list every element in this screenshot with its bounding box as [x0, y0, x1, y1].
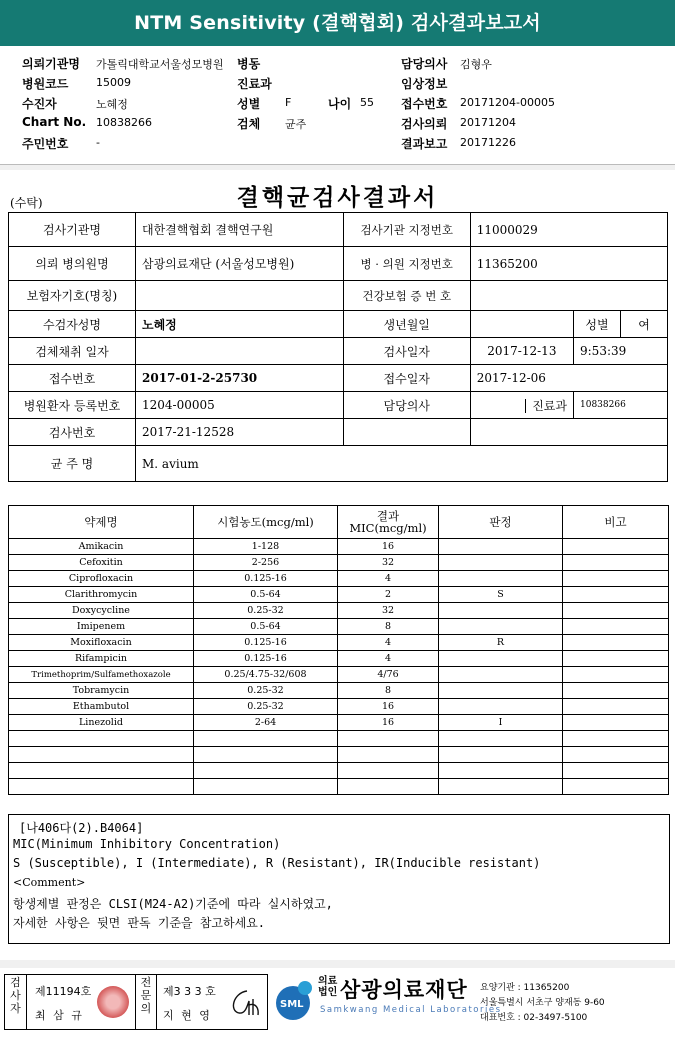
- ward-label: 병동: [237, 57, 261, 71]
- test-time-value: 9:53:39: [574, 338, 668, 365]
- drug-sensitivity-table: [8, 505, 669, 795]
- drug-cell-mic: [338, 763, 439, 779]
- org-address: 서울특별시 서초구 양재동 9-60: [480, 998, 605, 1008]
- drug-cell-note: [563, 715, 669, 731]
- consignment-label: (수탁): [10, 196, 43, 210]
- result-sheet: [0, 170, 675, 960]
- drug-row: [9, 683, 669, 699]
- sex-label: 성별: [237, 97, 261, 111]
- drug-cell-range: [194, 763, 338, 779]
- drug-cell-mic: [338, 731, 439, 747]
- receipt-no-label: 접수번호: [401, 97, 448, 111]
- drug-row: [9, 667, 669, 683]
- sheet-heading: [0, 176, 675, 210]
- drug-cell-drug: Ethambutol: [9, 699, 194, 715]
- comment-line-legend: S (Susceptible), I (Intermediate), R (Resistant), IR(Inducible resistant): [13, 856, 541, 870]
- drug-cell-note: [563, 571, 669, 587]
- drug-cell-drug: [9, 747, 194, 763]
- patient-info-table: [8, 212, 668, 482]
- chart-no-label: Chart No.: [22, 115, 87, 129]
- drug-cell-mic: 4: [338, 635, 439, 651]
- comment-line-mic: MIC(Minimum Inhibitory Concentration): [13, 837, 281, 851]
- receipt-no-value-2: 2017-01-2-25730: [136, 365, 344, 392]
- institution-value: 가톨릭대학교서울성모병원: [96, 58, 224, 71]
- specialist-license: 제3 3 3 호: [163, 985, 216, 998]
- drug-cell-note: [563, 731, 669, 747]
- drug-cell-range: 0.5-64: [194, 587, 338, 603]
- drug-cell-range: 0.5-64: [194, 619, 338, 635]
- lab-name-label: 검사기관명: [9, 213, 136, 247]
- drug-row: [9, 603, 669, 619]
- svg-text:SML: SML: [280, 999, 304, 1010]
- drug-cell-mic: [338, 779, 439, 795]
- drug-cell-interp: [439, 539, 563, 555]
- drug-cell-note: [563, 587, 669, 603]
- drug-cell-range: 0.125-16: [194, 635, 338, 651]
- drug-cell-mic: 8: [338, 619, 439, 635]
- drug-cell-mic: 16: [338, 715, 439, 731]
- drug-cell-range: 0.125-16: [194, 651, 338, 667]
- header-interpretation: 판정: [439, 506, 563, 539]
- drug-cell-drug: Amikacin: [9, 539, 194, 555]
- drug-row: [9, 571, 669, 587]
- drug-cell-range: [194, 747, 338, 763]
- rrn-label: 주민번호: [22, 137, 69, 151]
- drug-cell-drug: Clarithromycin: [9, 587, 194, 603]
- drug-row: [9, 699, 669, 715]
- insurer-label: 보험자기호(명칭): [9, 281, 136, 311]
- drug-cell-note: [563, 763, 669, 779]
- drug-cell-mic: 32: [338, 555, 439, 571]
- dept-value-2: 10838266: [574, 392, 668, 419]
- drug-cell-interp: [439, 747, 563, 763]
- drug-row: [9, 555, 669, 571]
- drug-cell-note: [563, 683, 669, 699]
- drug-cell-mic: 8: [338, 683, 439, 699]
- hospital-code-value: 15009: [96, 76, 131, 89]
- drug-cell-mic: [338, 747, 439, 763]
- lab-id-label: 검사기관 지정번호: [343, 213, 470, 247]
- comment-line-reference: 자세한 사항은 뒷면 판독 기준을 참고하세요.: [13, 916, 266, 930]
- comment-heading: <Comment>: [13, 876, 86, 889]
- report-footer: [0, 968, 675, 1040]
- specimen-value: 균주: [285, 118, 307, 131]
- drug-cell-interp: [439, 651, 563, 667]
- drug-row: [9, 779, 669, 795]
- drug-cell-drug: Tobramycin: [9, 683, 194, 699]
- doctor-value: 김형우: [460, 58, 492, 71]
- drug-cell-range: [194, 731, 338, 747]
- drug-cell-mic: 2: [338, 587, 439, 603]
- birth-date-label: 생년월일: [343, 311, 470, 338]
- doctor-label: 담당의사: [401, 57, 448, 71]
- drug-cell-mic: 32: [338, 603, 439, 619]
- drug-cell-note: [563, 619, 669, 635]
- report-date-value: 20171226: [460, 136, 516, 149]
- drug-cell-drug: Ciprofloxacin: [9, 571, 194, 587]
- drug-cell-interp: [439, 571, 563, 587]
- lab-name-value: 대한결핵협회 결핵연구원: [136, 213, 344, 247]
- drug-row: [9, 539, 669, 555]
- age-label: 나이: [328, 97, 352, 111]
- comment-code: [나406다(2).B4064]: [19, 821, 144, 835]
- specialist-signature: [225, 985, 261, 1019]
- receipt-no-label-2: 접수번호: [9, 365, 136, 392]
- sex-label-2: 성별: [574, 311, 621, 338]
- strain-label: 균 주 명: [9, 446, 136, 482]
- signature-box: [4, 974, 268, 1030]
- drug-cell-drug: Doxycycline: [9, 603, 194, 619]
- chart-no-value: 10838266: [96, 116, 152, 129]
- drug-cell-range: 2-64: [194, 715, 338, 731]
- insurer-value: [136, 281, 344, 311]
- health-insurance-id-value: [470, 281, 667, 311]
- drug-cell-drug: [9, 731, 194, 747]
- attending-doctor-value: [470, 392, 573, 419]
- drug-row: [9, 635, 669, 651]
- receipt-date-value: 2017-12-06: [470, 365, 667, 392]
- strain-value: M. avium: [136, 446, 668, 482]
- registration-no-value: 1204-00005: [136, 392, 344, 419]
- requesting-hospital-value: 삼광의료재단 (서울성모병원): [136, 247, 344, 281]
- drug-cell-drug: [9, 763, 194, 779]
- header-mic: 결과 MIC(mcg/ml): [338, 506, 439, 539]
- request-date-label: 검사의뢰: [401, 117, 448, 131]
- collection-date-value: [136, 338, 344, 365]
- hospital-code-label: 병원코드: [22, 77, 69, 91]
- drug-cell-range: 0.125-16: [194, 571, 338, 587]
- drug-cell-range: 0.25-32: [194, 603, 338, 619]
- examiner-license: 제11194호: [35, 985, 92, 998]
- drug-cell-mic: 16: [338, 699, 439, 715]
- examiner-role: 검사자: [5, 975, 27, 1029]
- drug-cell-note: [563, 539, 669, 555]
- report-banner-title: NTM Sensitivity (결핵협회) 검사결과보고서: [0, 0, 675, 46]
- comment-line-clsi: 항생제별 판정은 CLSI(M24-A2)기준에 따라 실시하였고,: [13, 897, 333, 911]
- drug-cell-mic: 16: [338, 539, 439, 555]
- org-phone: 대표번호 : 02-3497-5100: [480, 1013, 588, 1023]
- patient-name-label: 수진자: [22, 97, 57, 111]
- drug-row: [9, 619, 669, 635]
- drug-cell-interp: [439, 555, 563, 571]
- drug-cell-range: 0.25-32: [194, 699, 338, 715]
- drug-cell-drug: Imipenem: [9, 619, 194, 635]
- drug-cell-drug: Trimethoprim/Sulfamethoxazole: [9, 667, 194, 683]
- specialist-name: 지 현 영: [163, 1009, 212, 1022]
- drug-row: [9, 587, 669, 603]
- receipt-no-value: 20171204-00005: [460, 96, 555, 109]
- test-no-label: 검사번호: [9, 419, 136, 446]
- drug-row: [9, 731, 669, 747]
- test-date-value: 2017-12-13: [470, 338, 573, 365]
- test-no-blank: [343, 419, 470, 446]
- rrn-value: -: [96, 136, 100, 149]
- drug-cell-interp: [439, 667, 563, 683]
- report-header: [0, 46, 675, 165]
- specialist-role: 전문의: [135, 975, 157, 1029]
- drug-cell-drug: Cefoxitin: [9, 555, 194, 571]
- dept-label: 진료과: [237, 77, 272, 91]
- institution-label: 의뢰기관명: [22, 57, 80, 71]
- sml-logo-icon: [270, 976, 316, 1022]
- drug-cell-note: [563, 555, 669, 571]
- drug-cell-interp: [439, 731, 563, 747]
- patient-name-value-2: 노혜정: [136, 311, 344, 338]
- clinical-info-label: 임상정보: [401, 77, 448, 91]
- drug-cell-mic: 4: [338, 651, 439, 667]
- drug-cell-interp: R: [439, 635, 563, 651]
- drug-cell-range: 1-128: [194, 539, 338, 555]
- examiner-name: 최 삼 규: [35, 1009, 84, 1022]
- drug-cell-drug: Linezolid: [9, 715, 194, 731]
- request-date-value: 20171204: [460, 116, 516, 129]
- patient-name-label-2: 수검자성명: [9, 311, 136, 338]
- drug-cell-note: [563, 635, 669, 651]
- drug-cell-drug: Rifampicin: [9, 651, 194, 667]
- hospital-id-label: 병 · 의원 지정번호: [343, 247, 470, 281]
- drug-cell-range: 0.25/4.75-32/608: [194, 667, 338, 683]
- drug-cell-note: [563, 747, 669, 763]
- drug-cell-note: [563, 779, 669, 795]
- drug-cell-range: 0.25-32: [194, 683, 338, 699]
- lab-id-value: 11000029: [470, 213, 667, 247]
- drug-cell-note: [563, 603, 669, 619]
- drug-cell-interp: [439, 699, 563, 715]
- drug-cell-interp: I: [439, 715, 563, 731]
- receipt-date-label: 접수일자: [343, 365, 470, 392]
- drug-cell-mic: 4/76: [338, 667, 439, 683]
- org-type: 의료법인: [318, 976, 338, 998]
- header-range: 시험농도(mcg/ml): [194, 506, 338, 539]
- drug-cell-note: [563, 667, 669, 683]
- org-name: 삼광의료재단: [340, 978, 468, 1002]
- collection-date-label: 검체채취 일자: [9, 338, 136, 365]
- org-code: 요양기관 : 11365200: [480, 983, 570, 993]
- patient-name-value: 노혜정: [96, 98, 128, 111]
- drug-cell-interp: [439, 683, 563, 699]
- drug-cell-interp: [439, 763, 563, 779]
- sheet-title: 결핵균검사결과서: [236, 184, 439, 211]
- drug-cell-interp: [439, 779, 563, 795]
- drug-row: [9, 651, 669, 667]
- comment-box: [8, 814, 670, 944]
- test-date-label: 검사일자: [343, 338, 470, 365]
- drug-row: [9, 715, 669, 731]
- age-value: 55: [360, 96, 374, 109]
- drug-cell-range: [194, 779, 338, 795]
- drug-cell-range: 2-256: [194, 555, 338, 571]
- requesting-hospital-label: 의뢰 병의원명: [9, 247, 136, 281]
- examiner-seal: [97, 986, 129, 1018]
- drug-cell-note: [563, 651, 669, 667]
- sex-value: F: [285, 96, 292, 109]
- drug-cell-drug: Moxifloxacin: [9, 635, 194, 651]
- header-note: 비고: [563, 506, 669, 539]
- report-date-label: 결과보고: [401, 137, 448, 151]
- drug-row: [9, 763, 669, 779]
- drug-cell-interp: S: [439, 587, 563, 603]
- org-english-name: Samkwang Medical Laboratories: [320, 1005, 502, 1015]
- test-no-blank-2: [470, 419, 667, 446]
- drug-cell-interp: [439, 603, 563, 619]
- test-no-value: 2017-21-12528: [136, 419, 344, 446]
- header-drug: 약제명: [9, 506, 194, 539]
- drug-cell-interp: [439, 619, 563, 635]
- attending-doctor-label: 담당의사: [343, 392, 470, 419]
- drug-cell-drug: [9, 779, 194, 795]
- hospital-id-value: 11365200: [470, 247, 667, 281]
- drug-cell-mic: 4: [338, 571, 439, 587]
- specimen-label: 검체: [237, 117, 261, 131]
- drug-row: [9, 747, 669, 763]
- health-insurance-id-label: 건강보험 증 번 호: [343, 281, 470, 311]
- sex-value-2: 여: [621, 311, 668, 338]
- birth-date-value: [470, 311, 573, 338]
- drug-cell-note: [563, 699, 669, 715]
- registration-no-label: 병원환자 등록번호: [9, 392, 136, 419]
- dept-label-2: 진료과: [525, 399, 567, 413]
